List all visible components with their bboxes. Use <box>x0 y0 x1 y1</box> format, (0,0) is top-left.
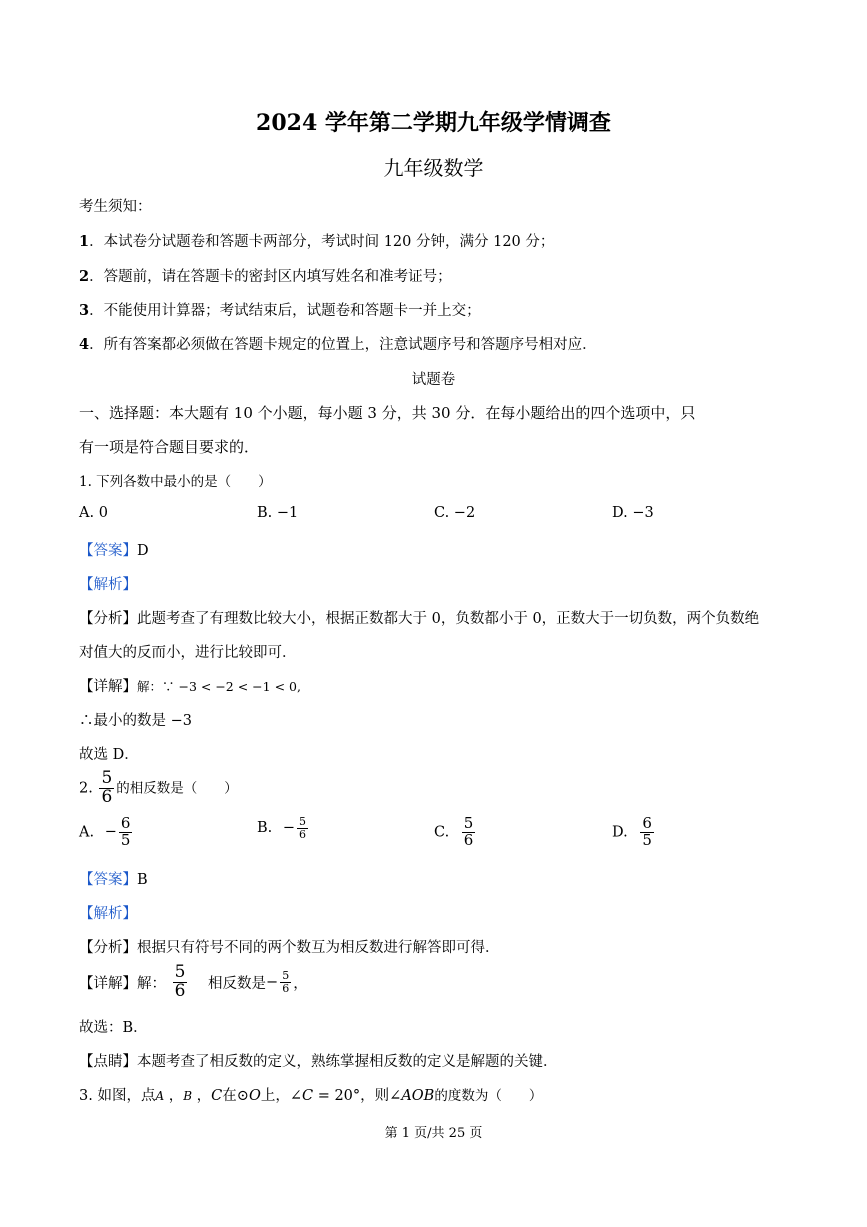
option-fraction <box>640 816 654 849</box>
q3-stem: 3. 如图，点A ，B ，C在⊙O上，∠C = 20°，则∠AOB的度数为（ ） <box>79 1088 543 1104</box>
notice-item-4 <box>79 333 597 354</box>
answer-label: 【答案】 <box>79 543 137 559</box>
q2-fenxi <box>79 936 500 957</box>
q2-dianjing <box>79 1050 558 1071</box>
page-title: 2024 学年第二学期九年级学情调查 <box>256 110 611 136</box>
part1-line1: 一、选择题：本大题有 10 个小题，每小题 3 分，共 30 分．在每小题给出的四个选项中，只 <box>79 404 696 422</box>
fenxi-label: 【分析】 <box>79 611 137 627</box>
fenxi-label: 【分析】 <box>79 940 137 956</box>
option-sign: − <box>104 824 117 841</box>
then-text: ，则∠ <box>360 1088 402 1104</box>
option-label: A. <box>79 824 95 841</box>
q2-option-b <box>257 816 310 840</box>
q1-option-c: C. −2 <box>434 505 476 521</box>
q3-tail: 的度数为（ ） <box>434 1088 543 1104</box>
option-label: D. <box>612 824 628 841</box>
angle-eq: = 20° <box>313 1088 361 1104</box>
q2-detail <box>79 964 308 1001</box>
fraction-denominator: 6 <box>463 830 474 849</box>
page-subtitle: 九年级数学 <box>383 156 484 180</box>
q2-option-d <box>612 816 656 849</box>
point-o: O <box>248 1088 261 1104</box>
fraction-numerator: 6 <box>642 814 652 832</box>
q2-answer <box>79 868 148 889</box>
q2-stem <box>79 770 238 807</box>
q3-stem-start: 3. 如图，点 <box>79 1088 156 1104</box>
q1-stem: 1. 下列各数中最小的是（ ） <box>79 474 272 490</box>
q1-choose: 故选 D． <box>79 747 139 763</box>
answer-value: D <box>137 543 149 559</box>
fraction-denominator: 6 <box>101 786 113 807</box>
q2-option-a <box>79 816 134 849</box>
fraction-denominator: 6 <box>282 981 290 995</box>
q2-number: 2. <box>79 780 93 797</box>
fraction-numerator: 6 <box>120 814 131 832</box>
fenxi-text: 根据只有符号不同的两个数互为相反数进行解答即可得． <box>137 940 500 956</box>
fenxi-text: 此题考查了有理数比较大小，根据正数都大于 0，负数都小于 0，正数大于一切负数，两个负数绝 <box>137 611 760 627</box>
detail-fraction <box>173 964 188 1001</box>
option-fraction <box>119 816 133 849</box>
fraction-denominator: 5 <box>120 830 131 849</box>
option-fraction <box>462 816 476 849</box>
angle-aob: AOB <box>401 1088 435 1104</box>
notice-text: ．本试卷分试题卷和答题卡两部分，考试时间 120 分钟，满分 120 分； <box>89 234 555 250</box>
detail-sign: − <box>266 974 279 991</box>
q1-analysis-label: 【解析】 <box>79 577 137 593</box>
q1-option-b: B. −1 <box>257 505 299 521</box>
detail-suffix: ， <box>293 975 308 992</box>
q1-detail <box>79 675 301 696</box>
q1-answer <box>79 539 149 560</box>
detail-label: 【详解】 <box>79 679 137 695</box>
option-label: B. <box>257 820 273 837</box>
q1-option-d: D. −3 <box>612 505 654 521</box>
part1-line2: 有一项是符合题目要求的． <box>79 438 260 456</box>
dianjing-text: 本题考查了相反数的定义，熟练掌握相反数的定义是解题的关键． <box>137 1054 558 1070</box>
notice-text: ．答题前，请在答题卡的密封区内填写姓名和准考证号； <box>89 269 452 285</box>
fraction-denominator: 6 <box>299 827 307 841</box>
fraction-numerator: 5 <box>463 814 474 832</box>
q2-analysis-label: 【解析】 <box>79 906 137 922</box>
detail-label: 【详解】 <box>79 975 137 992</box>
detail-answer-fraction <box>280 970 291 994</box>
option-sign: − <box>282 820 296 837</box>
angle-c: C <box>301 1088 314 1104</box>
option-fraction <box>297 816 308 840</box>
q2-stem-fraction <box>99 770 114 807</box>
q1-conclusion: ∴最小的数是 −3 <box>79 713 192 729</box>
dianjing-label: 【点睛】 <box>79 1054 137 1070</box>
q1-fenxi-line2: 对值大的反而小，进行比较即可． <box>79 645 297 661</box>
detail-text: 解：∵ −3 < −2 < −1 < 0, <box>137 679 301 694</box>
notice-num: 1 <box>79 233 90 250</box>
page-footer: 第 1 页/共 25 页 <box>384 1126 483 1141</box>
notice-text: ．不能使用计算器；考试结束后，试题卷和答题卡一并上交； <box>89 303 481 319</box>
section-title: 试题卷 <box>411 372 456 388</box>
on-text: 上，∠ <box>260 1088 302 1104</box>
q2-stem-text: 的相反数是（ ） <box>116 780 238 797</box>
notice-item-3 <box>79 299 481 320</box>
q1-option-a: A. 0 <box>79 505 108 521</box>
notice-text: ．所有答案都必须做在答题卡规定的位置上，注意试题序号和答题序号相对应． <box>89 337 597 353</box>
detail-prefix: 解： <box>137 975 166 992</box>
fraction-numerator: 5 <box>282 969 290 983</box>
point-b: B <box>183 1089 193 1103</box>
fraction-numerator: 5 <box>174 962 186 982</box>
notice-item-1 <box>79 230 554 251</box>
notice-item-2 <box>79 265 452 286</box>
fraction-numerator: 5 <box>299 815 307 828</box>
option-label: C. <box>434 824 450 841</box>
notice-num: 3 <box>79 302 90 319</box>
q2-option-c <box>434 816 477 849</box>
notice-num: 2 <box>79 268 90 285</box>
point-c: C <box>211 1088 223 1104</box>
notice-heading: 考生须知： <box>79 199 152 215</box>
detail-mid: 相反数是 <box>208 975 267 992</box>
q2-choose: 故选：B． <box>79 1020 148 1036</box>
fraction-denominator: 6 <box>174 980 186 1001</box>
q1-fenxi <box>79 607 759 628</box>
fraction-numerator: 5 <box>101 768 113 788</box>
answer-label: 【答案】 <box>79 872 137 888</box>
point-a: A <box>155 1089 165 1103</box>
fraction-denominator: 5 <box>642 830 652 849</box>
answer-value: B <box>137 872 148 888</box>
in-circle-text: 在⊙ <box>222 1088 249 1104</box>
notice-num: 4 <box>79 336 90 353</box>
